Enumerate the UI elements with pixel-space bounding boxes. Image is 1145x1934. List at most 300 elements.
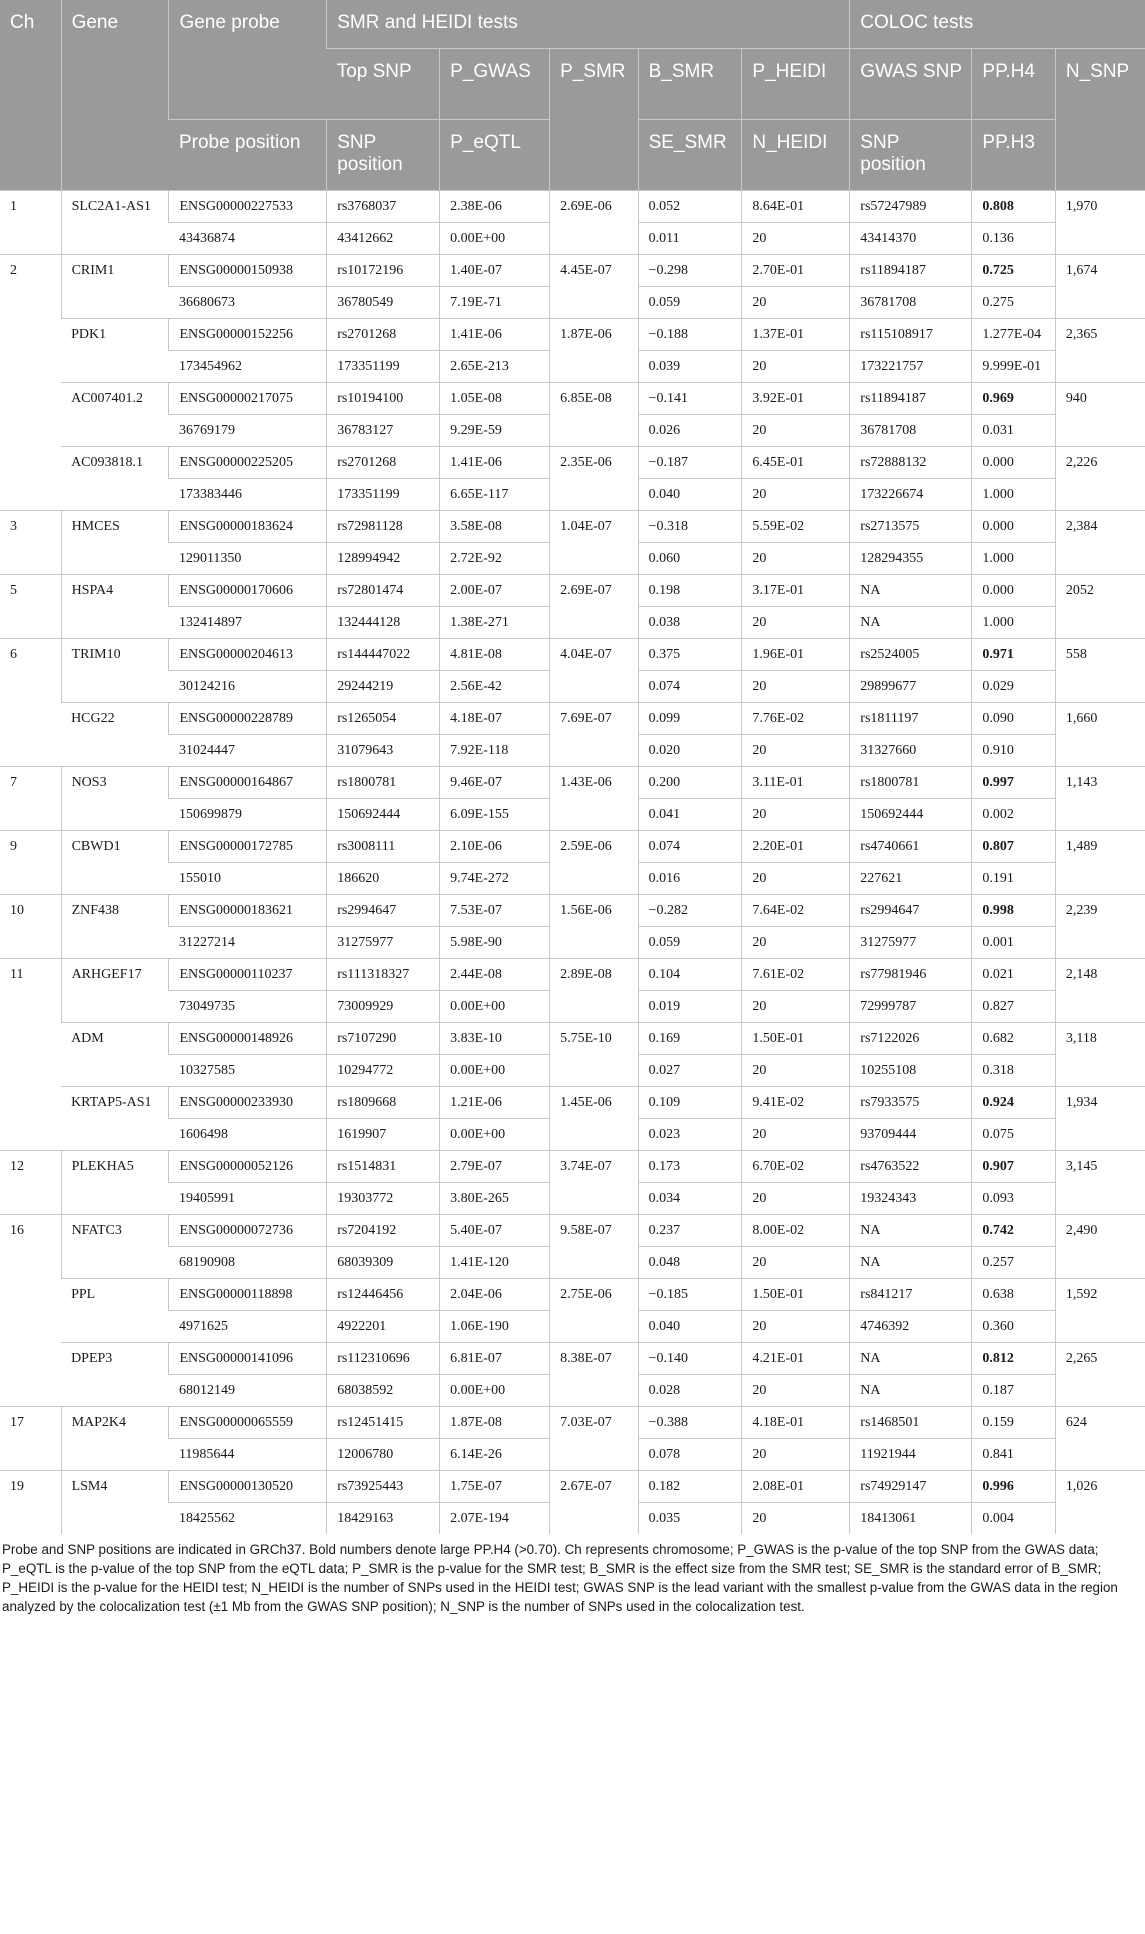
p-heidi-cell: 1.96E-01 [742,639,850,671]
p-eqtl-cell: 6.14E-26 [440,1439,550,1471]
pp-h4-cell: 0.924 [972,1087,1055,1119]
gwas-snp-cell: rs1468501 [850,1407,972,1439]
gene-cell: PDK1 [61,319,169,383]
p-smr-cell: 3.74E-07 [550,1151,639,1215]
p-eqtl-cell: 9.29E-59 [440,415,550,447]
gwas-snp-position-cell: 19324343 [850,1183,972,1215]
gene-cell: HCG22 [61,703,169,767]
n-snp-cell: 940 [1055,383,1145,447]
header-ch: Ch [0,0,61,191]
gwas-snp-position-cell: NA [850,1375,972,1407]
probe-cell: ENSG00000152256 [169,319,327,351]
se-smr-cell: 0.011 [638,223,742,255]
probe-cell: ENSG00000141096 [169,1343,327,1375]
p-eqtl-cell: 1.06E-190 [440,1311,550,1343]
p-gwas-cell: 3.58E-08 [440,511,550,543]
p-gwas-cell: 6.81E-07 [440,1343,550,1375]
pp-h4-cell: 0.682 [972,1023,1055,1055]
table-row [0,447,1145,479]
table-row [0,895,1145,927]
n-snp-cell: 2052 [1055,575,1145,639]
top-snp-cell: rs1265054 [327,703,440,735]
pp-h4-cell: 0.807 [972,831,1055,863]
gwas-snp-position-cell: 128294355 [850,543,972,575]
b-smr-cell: 0.169 [638,1023,742,1055]
gene-cell: PLEKHA5 [61,1151,169,1215]
n-heidi-cell: 20 [742,223,850,255]
se-smr-cell: 0.035 [638,1503,742,1535]
probe-cell: ENSG00000110237 [169,959,327,991]
se-smr-cell: 0.040 [638,1311,742,1343]
b-smr-cell: −0.388 [638,1407,742,1439]
n-heidi-cell: 20 [742,543,850,575]
table-row [0,959,1145,991]
header-gwas-snp: GWAS SNP [850,49,972,120]
header-probe-position: Probe position [169,120,327,191]
probe-cell: ENSG00000072736 [169,1215,327,1247]
pp-h3-cell: 0.004 [972,1503,1055,1535]
chromosome-cell: 3 [0,511,61,575]
chromosome-cell: 10 [0,895,61,959]
table-row [0,1343,1145,1375]
se-smr-cell: 0.028 [638,1375,742,1407]
probe-position-cell: 173383446 [169,479,327,511]
top-snp-cell: rs1514831 [327,1151,440,1183]
table-row [0,1215,1145,1247]
top-snp-cell: rs2994647 [327,895,440,927]
top-snp-cell: rs1809668 [327,1087,440,1119]
pp-h3-cell: 1.000 [972,479,1055,511]
gwas-snp-position-cell: 10255108 [850,1055,972,1087]
header-p-smr: P_SMR [550,49,639,191]
probe-position-cell: 10327585 [169,1055,327,1087]
p-smr-cell: 1.56E-06 [550,895,639,959]
table-row [0,1023,1145,1055]
probe-position-cell: 4971625 [169,1311,327,1343]
n-snp-cell: 2,265 [1055,1343,1145,1407]
pp-h3-cell: 0.031 [972,415,1055,447]
b-smr-cell: −0.140 [638,1343,742,1375]
p-eqtl-cell: 1.41E-120 [440,1247,550,1279]
p-gwas-cell: 1.75E-07 [440,1471,550,1503]
p-heidi-cell: 7.61E-02 [742,959,850,991]
top-snp-cell: rs2701268 [327,447,440,479]
gwas-snp-cell: rs11894187 [850,383,972,415]
probe-position-cell: 73049735 [169,991,327,1023]
n-heidi-cell: 20 [742,1055,850,1087]
n-heidi-cell: 20 [742,479,850,511]
probe-position-cell: 36680673 [169,287,327,319]
probe-cell: ENSG00000228789 [169,703,327,735]
header-smr-heidi: SMR and HEIDI tests [327,0,850,49]
pp-h3-cell: 0.191 [972,863,1055,895]
gene-cell: MAP2K4 [61,1407,169,1471]
p-eqtl-cell: 5.98E-90 [440,927,550,959]
p-gwas-cell: 2.79E-07 [440,1151,550,1183]
pp-h3-cell: 0.841 [972,1439,1055,1471]
top-snp-cell: rs112310696 [327,1343,440,1375]
gwas-snp-cell: rs2524005 [850,639,972,671]
chromosome-cell: 1 [0,191,61,255]
pp-h3-cell: 0.360 [972,1311,1055,1343]
header-top-snp: Top SNP [327,49,440,120]
n-snp-cell: 1,143 [1055,767,1145,831]
p-gwas-cell: 2.04E-06 [440,1279,550,1311]
probe-cell: ENSG00000172785 [169,831,327,863]
header-p-gwas: P_GWAS [440,49,550,120]
gwas-snp-cell: rs115108917 [850,319,972,351]
p-gwas-cell: 3.83E-10 [440,1023,550,1055]
gwas-snp-cell: rs4763522 [850,1151,972,1183]
n-snp-cell: 2,239 [1055,895,1145,959]
pp-h4-cell: 0.000 [972,575,1055,607]
probe-position-cell: 68012149 [169,1375,327,1407]
n-snp-cell: 2,365 [1055,319,1145,383]
p-heidi-cell: 2.70E-01 [742,255,850,287]
table-row [0,319,1145,351]
gene-cell: ADM [61,1023,169,1087]
top-snp-cell: rs1800781 [327,767,440,799]
snp-position-cell: 173351199 [327,479,440,511]
p-heidi-cell: 6.70E-02 [742,1151,850,1183]
gene-cell: TRIM10 [61,639,169,703]
se-smr-cell: 0.059 [638,287,742,319]
n-heidi-cell: 20 [742,1439,850,1471]
probe-cell: ENSG00000227533 [169,191,327,223]
p-gwas-cell: 1.40E-07 [440,255,550,287]
pp-h3-cell: 0.187 [972,1375,1055,1407]
probe-position-cell: 68190908 [169,1247,327,1279]
pp-h4-cell: 0.000 [972,447,1055,479]
p-eqtl-cell: 6.65E-117 [440,479,550,511]
probe-position-cell: 150699879 [169,799,327,831]
p-eqtl-cell: 0.00E+00 [440,1119,550,1151]
se-smr-cell: 0.074 [638,671,742,703]
gwas-snp-cell: rs72888132 [850,447,972,479]
p-smr-cell: 2.69E-06 [550,191,639,255]
p-heidi-cell: 1.50E-01 [742,1023,850,1055]
n-snp-cell: 1,592 [1055,1279,1145,1343]
pp-h3-cell: 0.257 [972,1247,1055,1279]
probe-cell: ENSG00000233930 [169,1087,327,1119]
pp-h3-cell: 1.000 [972,607,1055,639]
n-snp-cell: 558 [1055,639,1145,703]
pp-h3-cell: 9.999E-01 [972,351,1055,383]
chromosome-cell: 19 [0,1471,61,1535]
p-heidi-cell: 2.20E-01 [742,831,850,863]
p-smr-cell: 4.04E-07 [550,639,639,703]
p-gwas-cell: 5.40E-07 [440,1215,550,1247]
b-smr-cell: 0.182 [638,1471,742,1503]
top-snp-cell: rs12446456 [327,1279,440,1311]
gwas-snp-cell: NA [850,1215,972,1247]
se-smr-cell: 0.059 [638,927,742,959]
table-header [0,0,1145,191]
gene-cell: HSPA4 [61,575,169,639]
p-heidi-cell: 5.59E-02 [742,511,850,543]
probe-position-cell: 18425562 [169,1503,327,1535]
n-snp-cell: 1,674 [1055,255,1145,319]
p-smr-cell: 4.45E-07 [550,255,639,319]
table-row [0,767,1145,799]
se-smr-cell: 0.034 [638,1183,742,1215]
snp-position-cell: 43412662 [327,223,440,255]
table-row [0,191,1145,223]
p-smr-cell: 8.38E-07 [550,1343,639,1407]
n-snp-cell: 624 [1055,1407,1145,1471]
top-snp-cell: rs3008111 [327,831,440,863]
b-smr-cell: 0.375 [638,639,742,671]
gene-cell: DPEP3 [61,1343,169,1407]
pp-h4-cell: 0.812 [972,1343,1055,1375]
top-snp-cell: rs10194100 [327,383,440,415]
probe-cell: ENSG00000170606 [169,575,327,607]
pp-h4-cell: 0.969 [972,383,1055,415]
probe-position-cell: 129011350 [169,543,327,575]
header-p-heidi: P_HEIDI [742,49,850,120]
gwas-snp-cell: rs4740661 [850,831,972,863]
gwas-snp-position-cell: 31275977 [850,927,972,959]
se-smr-cell: 0.016 [638,863,742,895]
p-heidi-cell: 2.08E-01 [742,1471,850,1503]
top-snp-cell: rs3768037 [327,191,440,223]
n-snp-cell: 3,118 [1055,1023,1145,1087]
pp-h4-cell: 0.998 [972,895,1055,927]
table-row [0,703,1145,735]
probe-cell: ENSG00000118898 [169,1279,327,1311]
b-smr-cell: −0.185 [638,1279,742,1311]
p-smr-cell: 1.43E-06 [550,767,639,831]
gwas-snp-cell: rs841217 [850,1279,972,1311]
pp-h3-cell: 1.000 [972,543,1055,575]
b-smr-cell: 0.237 [638,1215,742,1247]
p-eqtl-cell: 0.00E+00 [440,991,550,1023]
n-heidi-cell: 20 [742,351,850,383]
gwas-snp-cell: rs7933575 [850,1087,972,1119]
top-snp-cell: rs72981128 [327,511,440,543]
header-coloc: COLOC tests [850,0,1145,49]
probe-cell: ENSG00000150938 [169,255,327,287]
snp-position-cell: 68039309 [327,1247,440,1279]
gwas-snp-position-cell: NA [850,1247,972,1279]
snp-position-cell: 150692444 [327,799,440,831]
n-snp-cell: 1,934 [1055,1087,1145,1151]
probe-position-cell: 31227214 [169,927,327,959]
p-eqtl-cell: 3.80E-265 [440,1183,550,1215]
b-smr-cell: 0.104 [638,959,742,991]
probe-position-cell: 36769179 [169,415,327,447]
probe-cell: ENSG00000204613 [169,639,327,671]
snp-position-cell: 68038592 [327,1375,440,1407]
p-heidi-cell: 3.17E-01 [742,575,850,607]
chromosome-cell: 12 [0,1151,61,1215]
gwas-snp-position-cell: 36781708 [850,415,972,447]
pp-h3-cell: 0.075 [972,1119,1055,1151]
n-snp-cell: 1,026 [1055,1471,1145,1535]
gwas-snp-position-cell: 173226674 [850,479,972,511]
pp-h3-cell: 0.910 [972,735,1055,767]
n-heidi-cell: 20 [742,607,850,639]
p-eqtl-cell: 2.65E-213 [440,351,550,383]
b-smr-cell: −0.282 [638,895,742,927]
b-smr-cell: 0.109 [638,1087,742,1119]
top-snp-cell: rs111318327 [327,959,440,991]
p-smr-cell: 7.03E-07 [550,1407,639,1471]
n-heidi-cell: 20 [742,927,850,959]
chromosome-cell: 2 [0,255,61,511]
n-heidi-cell: 20 [742,671,850,703]
p-smr-cell: 2.75E-06 [550,1279,639,1343]
pp-h3-cell: 0.318 [972,1055,1055,1087]
gwas-snp-cell: rs74929147 [850,1471,972,1503]
gene-cell: CBWD1 [61,831,169,895]
p-smr-cell: 2.67E-07 [550,1471,639,1535]
gene-cell: PPL [61,1279,169,1343]
snp-position-cell: 128994942 [327,543,440,575]
header-pp-h3: PP.H3 [972,120,1055,191]
snp-position-cell: 36783127 [327,415,440,447]
n-heidi-cell: 20 [742,991,850,1023]
pp-h3-cell: 0.136 [972,223,1055,255]
gene-cell: ARHGEF17 [61,959,169,1023]
b-smr-cell: 0.173 [638,1151,742,1183]
pp-h4-cell: 1.277E-04 [972,319,1055,351]
gene-cell: LSM4 [61,1471,169,1535]
p-eqtl-cell: 2.07E-194 [440,1503,550,1535]
top-snp-cell: rs7204192 [327,1215,440,1247]
n-heidi-cell: 20 [742,1503,850,1535]
probe-position-cell: 1606498 [169,1119,327,1151]
chromosome-cell: 17 [0,1407,61,1471]
p-smr-cell: 2.69E-07 [550,575,639,639]
se-smr-cell: 0.023 [638,1119,742,1151]
table-row [0,383,1145,415]
p-gwas-cell: 7.53E-07 [440,895,550,927]
p-eqtl-cell: 0.00E+00 [440,223,550,255]
p-smr-cell: 1.87E-06 [550,319,639,383]
p-gwas-cell: 2.10E-06 [440,831,550,863]
b-smr-cell: −0.318 [638,511,742,543]
header-gene-probe: Gene probe [169,0,327,120]
pp-h4-cell: 0.725 [972,255,1055,287]
gene-cell: HMCES [61,511,169,575]
pp-h4-cell: 0.638 [972,1279,1055,1311]
snp-position-cell: 31275977 [327,927,440,959]
n-heidi-cell: 20 [742,863,850,895]
pp-h4-cell: 0.996 [972,1471,1055,1503]
gwas-snp-cell: rs1811197 [850,703,972,735]
top-snp-cell: rs72801474 [327,575,440,607]
p-gwas-cell: 1.87E-08 [440,1407,550,1439]
gene-cell: AC093818.1 [61,447,169,511]
probe-cell: ENSG00000183624 [169,511,327,543]
pp-h4-cell: 0.997 [972,767,1055,799]
probe-cell: ENSG00000148926 [169,1023,327,1055]
b-smr-cell: 0.200 [638,767,742,799]
top-snp-cell: rs10172196 [327,255,440,287]
gwas-snp-position-cell: 93709444 [850,1119,972,1151]
chromosome-cell: 16 [0,1215,61,1407]
n-snp-cell: 3,145 [1055,1151,1145,1215]
se-smr-cell: 0.040 [638,479,742,511]
p-gwas-cell: 4.18E-07 [440,703,550,735]
snp-position-cell: 36780549 [327,287,440,319]
chromosome-cell: 9 [0,831,61,895]
gene-cell: NOS3 [61,767,169,831]
p-heidi-cell: 4.21E-01 [742,1343,850,1375]
gwas-snp-cell: rs57247989 [850,191,972,223]
p-heidi-cell: 9.41E-02 [742,1087,850,1119]
n-snp-cell: 2,490 [1055,1215,1145,1279]
p-heidi-cell: 1.37E-01 [742,319,850,351]
p-heidi-cell: 8.64E-01 [742,191,850,223]
n-snp-cell: 2,384 [1055,511,1145,575]
header-pp-h4: PP.H4 [972,49,1055,120]
n-heidi-cell: 20 [742,415,850,447]
n-snp-cell: 2,226 [1055,447,1145,511]
pp-h3-cell: 0.001 [972,927,1055,959]
table-row [0,255,1145,287]
p-smr-cell: 2.89E-08 [550,959,639,1023]
p-gwas-cell: 1.41E-06 [440,319,550,351]
p-eqtl-cell: 7.92E-118 [440,735,550,767]
top-snp-cell: rs7107290 [327,1023,440,1055]
gwas-snp-position-cell: NA [850,607,972,639]
n-heidi-cell: 20 [742,1183,850,1215]
b-smr-cell: 0.052 [638,191,742,223]
n-snp-cell: 1,970 [1055,191,1145,255]
gwas-snp-position-cell: 72999787 [850,991,972,1023]
gwas-snp-position-cell: 227621 [850,863,972,895]
p-eqtl-cell: 2.72E-92 [440,543,550,575]
gene-cell: AC007401.2 [61,383,169,447]
gwas-snp-position-cell: 31327660 [850,735,972,767]
se-smr-cell: 0.027 [638,1055,742,1087]
p-eqtl-cell: 6.09E-155 [440,799,550,831]
probe-position-cell: 132414897 [169,607,327,639]
probe-cell: ENSG00000065559 [169,1407,327,1439]
header-gene: Gene [61,0,169,191]
p-gwas-cell: 1.21E-06 [440,1087,550,1119]
gwas-snp-position-cell: 11921944 [850,1439,972,1471]
table-body [0,191,1145,1535]
probe-position-cell: 43436874 [169,223,327,255]
probe-cell: ENSG00000225205 [169,447,327,479]
p-eqtl-cell: 1.38E-271 [440,607,550,639]
p-gwas-cell: 2.38E-06 [440,191,550,223]
snp-position-cell: 4922201 [327,1311,440,1343]
se-smr-cell: 0.039 [638,351,742,383]
gwas-snp-position-cell: 150692444 [850,799,972,831]
snp-position-cell: 173351199 [327,351,440,383]
n-heidi-cell: 20 [742,1375,850,1407]
header-snp-position: SNP position [327,120,440,191]
p-heidi-cell: 4.18E-01 [742,1407,850,1439]
snp-position-cell: 132444128 [327,607,440,639]
gwas-snp-position-cell: 36781708 [850,287,972,319]
table-row [0,1471,1145,1503]
b-smr-cell: 0.198 [638,575,742,607]
pp-h3-cell: 0.275 [972,287,1055,319]
p-smr-cell: 6.85E-08 [550,383,639,447]
gwas-snp-cell: rs77981946 [850,959,972,991]
p-eqtl-cell: 0.00E+00 [440,1055,550,1087]
gene-cell: NFATC3 [61,1215,169,1279]
top-snp-cell: rs2701268 [327,319,440,351]
pp-h3-cell: 0.827 [972,991,1055,1023]
snp-position-cell: 10294772 [327,1055,440,1087]
snp-position-cell: 31079643 [327,735,440,767]
